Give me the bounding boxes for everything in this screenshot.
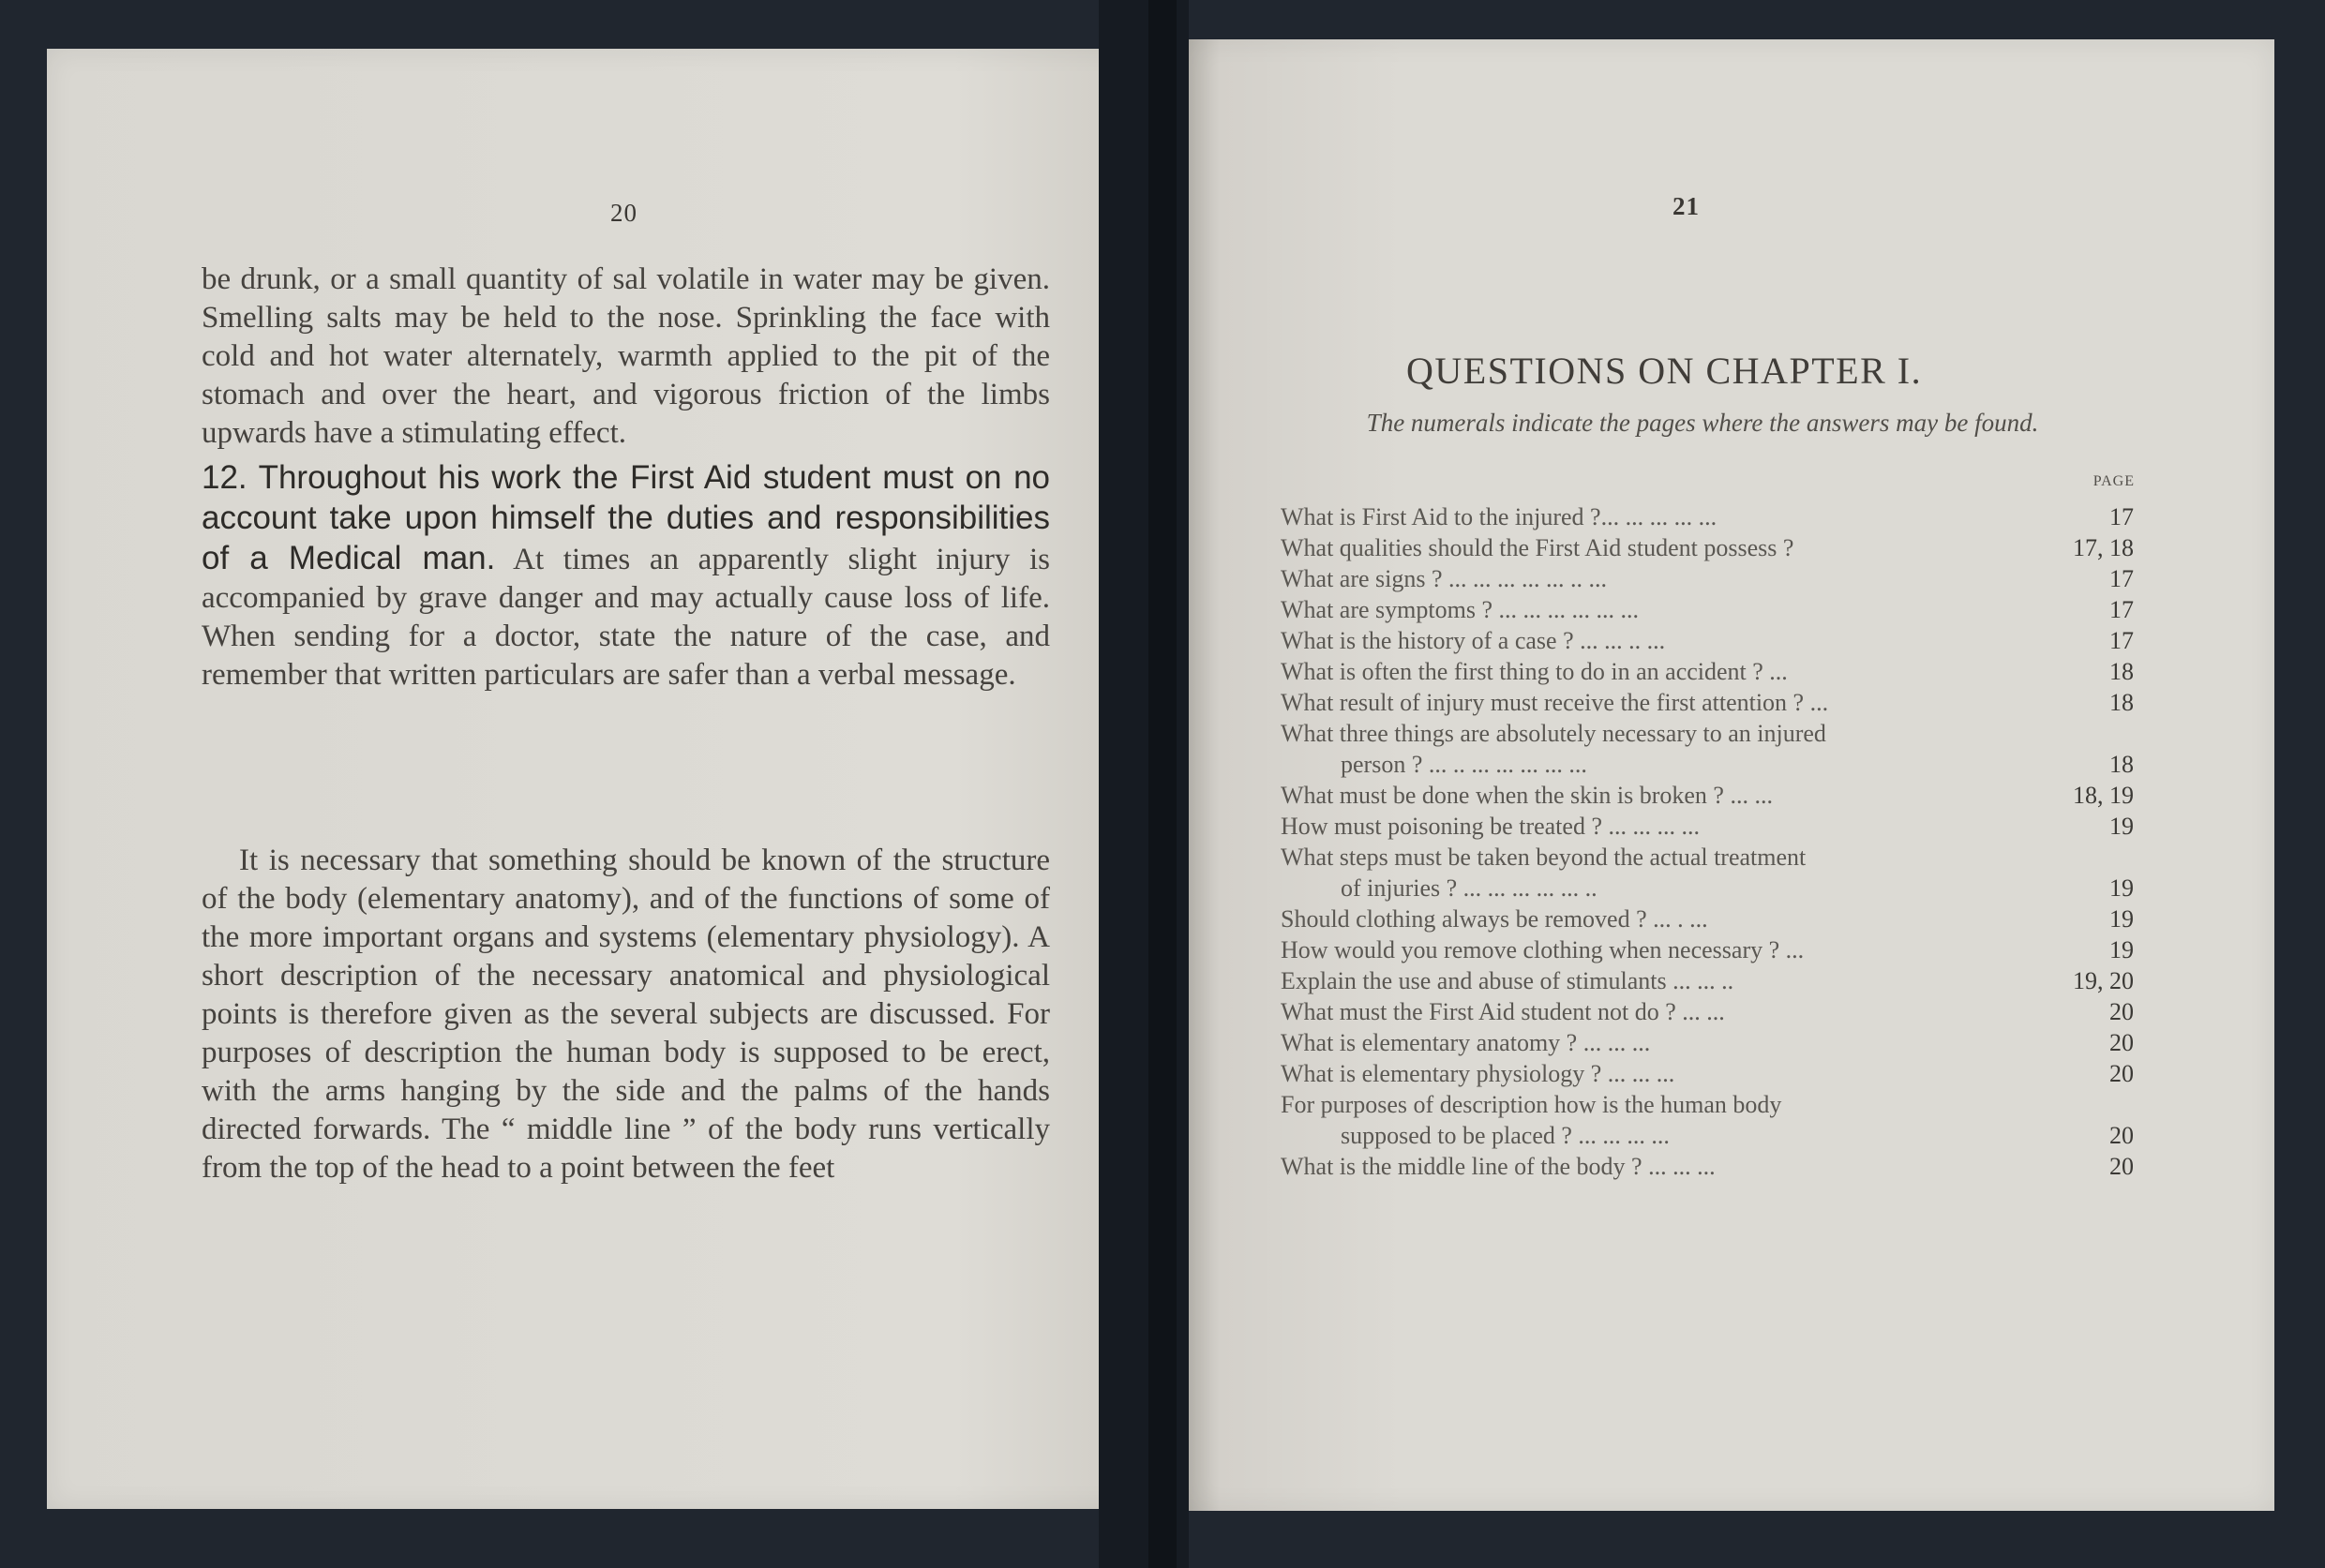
question-text: What are symptoms ? ... ... ... ... ... ... bbox=[1281, 596, 1639, 623]
question-row bbox=[1281, 1120, 2134, 1151]
question-row bbox=[1281, 532, 2134, 563]
question-text: For purposes of description how is the human body bbox=[1281, 1091, 1782, 1118]
question-text: What is the history of a case ? ... ... .. ... bbox=[1281, 627, 1666, 654]
question-page-ref: 19 bbox=[2109, 905, 2134, 933]
question-row bbox=[1281, 1089, 2134, 1120]
question-row bbox=[1281, 687, 2134, 718]
question-page-ref: 20 bbox=[2109, 1153, 2134, 1180]
question-row bbox=[1281, 903, 2134, 934]
questions-list bbox=[1281, 501, 2134, 1182]
question-text: How would you remove clothing when necessary ? ... bbox=[1281, 936, 1805, 963]
question-row bbox=[1281, 873, 2134, 903]
paragraph-group-b bbox=[202, 842, 1050, 1187]
question-text: How must poisoning be treated ? ... ... ... ... bbox=[1281, 813, 1700, 840]
question-row bbox=[1281, 1058, 2134, 1089]
question-row bbox=[1281, 965, 2134, 996]
question-page-ref: 18, 19 bbox=[2073, 782, 2134, 809]
question-page-ref: 19 bbox=[2109, 813, 2134, 840]
question-text: What is often the first thing to do in an accident ? ... bbox=[1281, 658, 1788, 685]
question-row bbox=[1281, 749, 2134, 780]
paragraph-text: be drunk, or a small quantity of sal volatile in water may be given. Smelling salts may be held to the nose. Sprinkling the face with cold and hot water alternately, warmth applied to the pit of the stomach and over the heart, and vigorous friction of the limbs upwards have a stimulating effect. bbox=[202, 262, 1050, 450]
question-row bbox=[1281, 811, 2134, 842]
question-page-ref: 18 bbox=[2109, 689, 2134, 716]
question-text: What three things are absolutely necessary to an injured bbox=[1281, 720, 1826, 747]
question-row bbox=[1281, 1151, 2134, 1182]
question-page-ref: 20 bbox=[2109, 998, 2134, 1025]
question-text: What are signs ? ... ... ... ... ... .. ... bbox=[1281, 565, 1608, 592]
question-page-ref: 19, 20 bbox=[2073, 967, 2134, 994]
paragraph-12 bbox=[202, 458, 1050, 694]
paragraph-lead: 12. Throughout his work the First Aid student must on no account take upon himself the duties and responsibilities of a Medical man. bbox=[202, 459, 1050, 576]
question-page-ref: 19 bbox=[2109, 936, 2134, 963]
question-text: What must the First Aid student not do ? ... ... bbox=[1281, 998, 1725, 1025]
question-text: Explain the use and abuse of stimulants ... ... .. bbox=[1281, 967, 1734, 994]
question-text: of injuries ? ... ... ... ... ... .. bbox=[1341, 874, 1598, 902]
question-row bbox=[1281, 996, 2134, 1027]
question-row bbox=[1281, 1027, 2134, 1058]
question-row bbox=[1281, 934, 2134, 965]
book-gutter bbox=[1148, 0, 1177, 1568]
question-page-ref: 20 bbox=[2109, 1122, 2134, 1149]
question-text: Should clothing always be removed ? ... . ... bbox=[1281, 905, 1708, 933]
question-text: person ? ... .. ... ... ... ... ... bbox=[1341, 751, 1587, 778]
question-page-ref: 18 bbox=[2109, 658, 2134, 685]
question-text: What qualities should the First Aid student possess ? bbox=[1281, 534, 1794, 561]
question-page-ref: 17 bbox=[2109, 503, 2134, 530]
question-row bbox=[1281, 625, 2134, 656]
question-row bbox=[1281, 842, 2134, 873]
left-page-number: 20 bbox=[610, 199, 638, 227]
paragraph-group-a bbox=[202, 261, 1050, 694]
question-page-ref: 18 bbox=[2109, 751, 2134, 778]
question-page-ref: 17 bbox=[2109, 565, 2134, 592]
answers-note: The numerals indicate the pages where the answers may be found. bbox=[1366, 409, 2039, 437]
question-text: What is the middle line of the body ? ... ... ... bbox=[1281, 1153, 1716, 1180]
question-text: What steps must be taken beyond the actual treatment bbox=[1281, 844, 1807, 871]
question-text: What result of injury must receive the first attention ? ... bbox=[1281, 689, 1829, 716]
question-row bbox=[1281, 780, 2134, 811]
right-page-number: 21 bbox=[1672, 192, 1700, 220]
question-page-ref: 20 bbox=[2109, 1060, 2134, 1087]
question-row bbox=[1281, 594, 2134, 625]
question-text: supposed to be placed ? ... ... ... ... bbox=[1341, 1122, 1670, 1149]
paragraph-text: At times an apparently slight injury is accompanied by grave danger and may actually cause loss of life. When sending for a doctor, state the nature of the case, and remember that written particulars are safer than a verbal message. bbox=[202, 543, 1050, 692]
question-row bbox=[1281, 656, 2134, 687]
question-text: What is elementary physiology ? ... ... ... bbox=[1281, 1060, 1675, 1087]
question-page-ref: 17, 18 bbox=[2073, 534, 2134, 561]
question-row bbox=[1281, 718, 2134, 749]
paragraph-fainting bbox=[202, 261, 1050, 453]
chapter-questions-heading: QUESTIONS ON CHAPTER I. bbox=[1406, 350, 1923, 392]
question-row bbox=[1281, 501, 2134, 532]
question-text: What is First Aid to the injured ?... ... ... ... ... bbox=[1281, 503, 1718, 530]
question-page-ref: 17 bbox=[2109, 627, 2134, 654]
question-page-ref: 19 bbox=[2109, 874, 2134, 902]
page-column-label: PAGE bbox=[2092, 473, 2135, 489]
question-page-ref: 20 bbox=[2109, 1029, 2134, 1056]
question-text: What must be done when the skin is broken ? ... ... bbox=[1281, 782, 1773, 809]
question-text: What is elementary anatomy ? ... ... ... bbox=[1281, 1029, 1651, 1056]
paragraph-anatomy: It is necessary that something should be known of the structure of the body (elementary anatomy), and of the functions of some of the more important organs and systems (elementary physiology). A short description of the necessary anatomical and physiological points is therefore given as the several subjects are discussed. For purposes of description the human body is supposed to be erect, with the arms hanging by the side and the palms of the hands directed forwards. The “ middle line ” of the body runs vertically from the top of the head to a point between the feet bbox=[202, 844, 1050, 1185]
question-page-ref: 17 bbox=[2109, 596, 2134, 623]
question-row bbox=[1281, 563, 2134, 594]
